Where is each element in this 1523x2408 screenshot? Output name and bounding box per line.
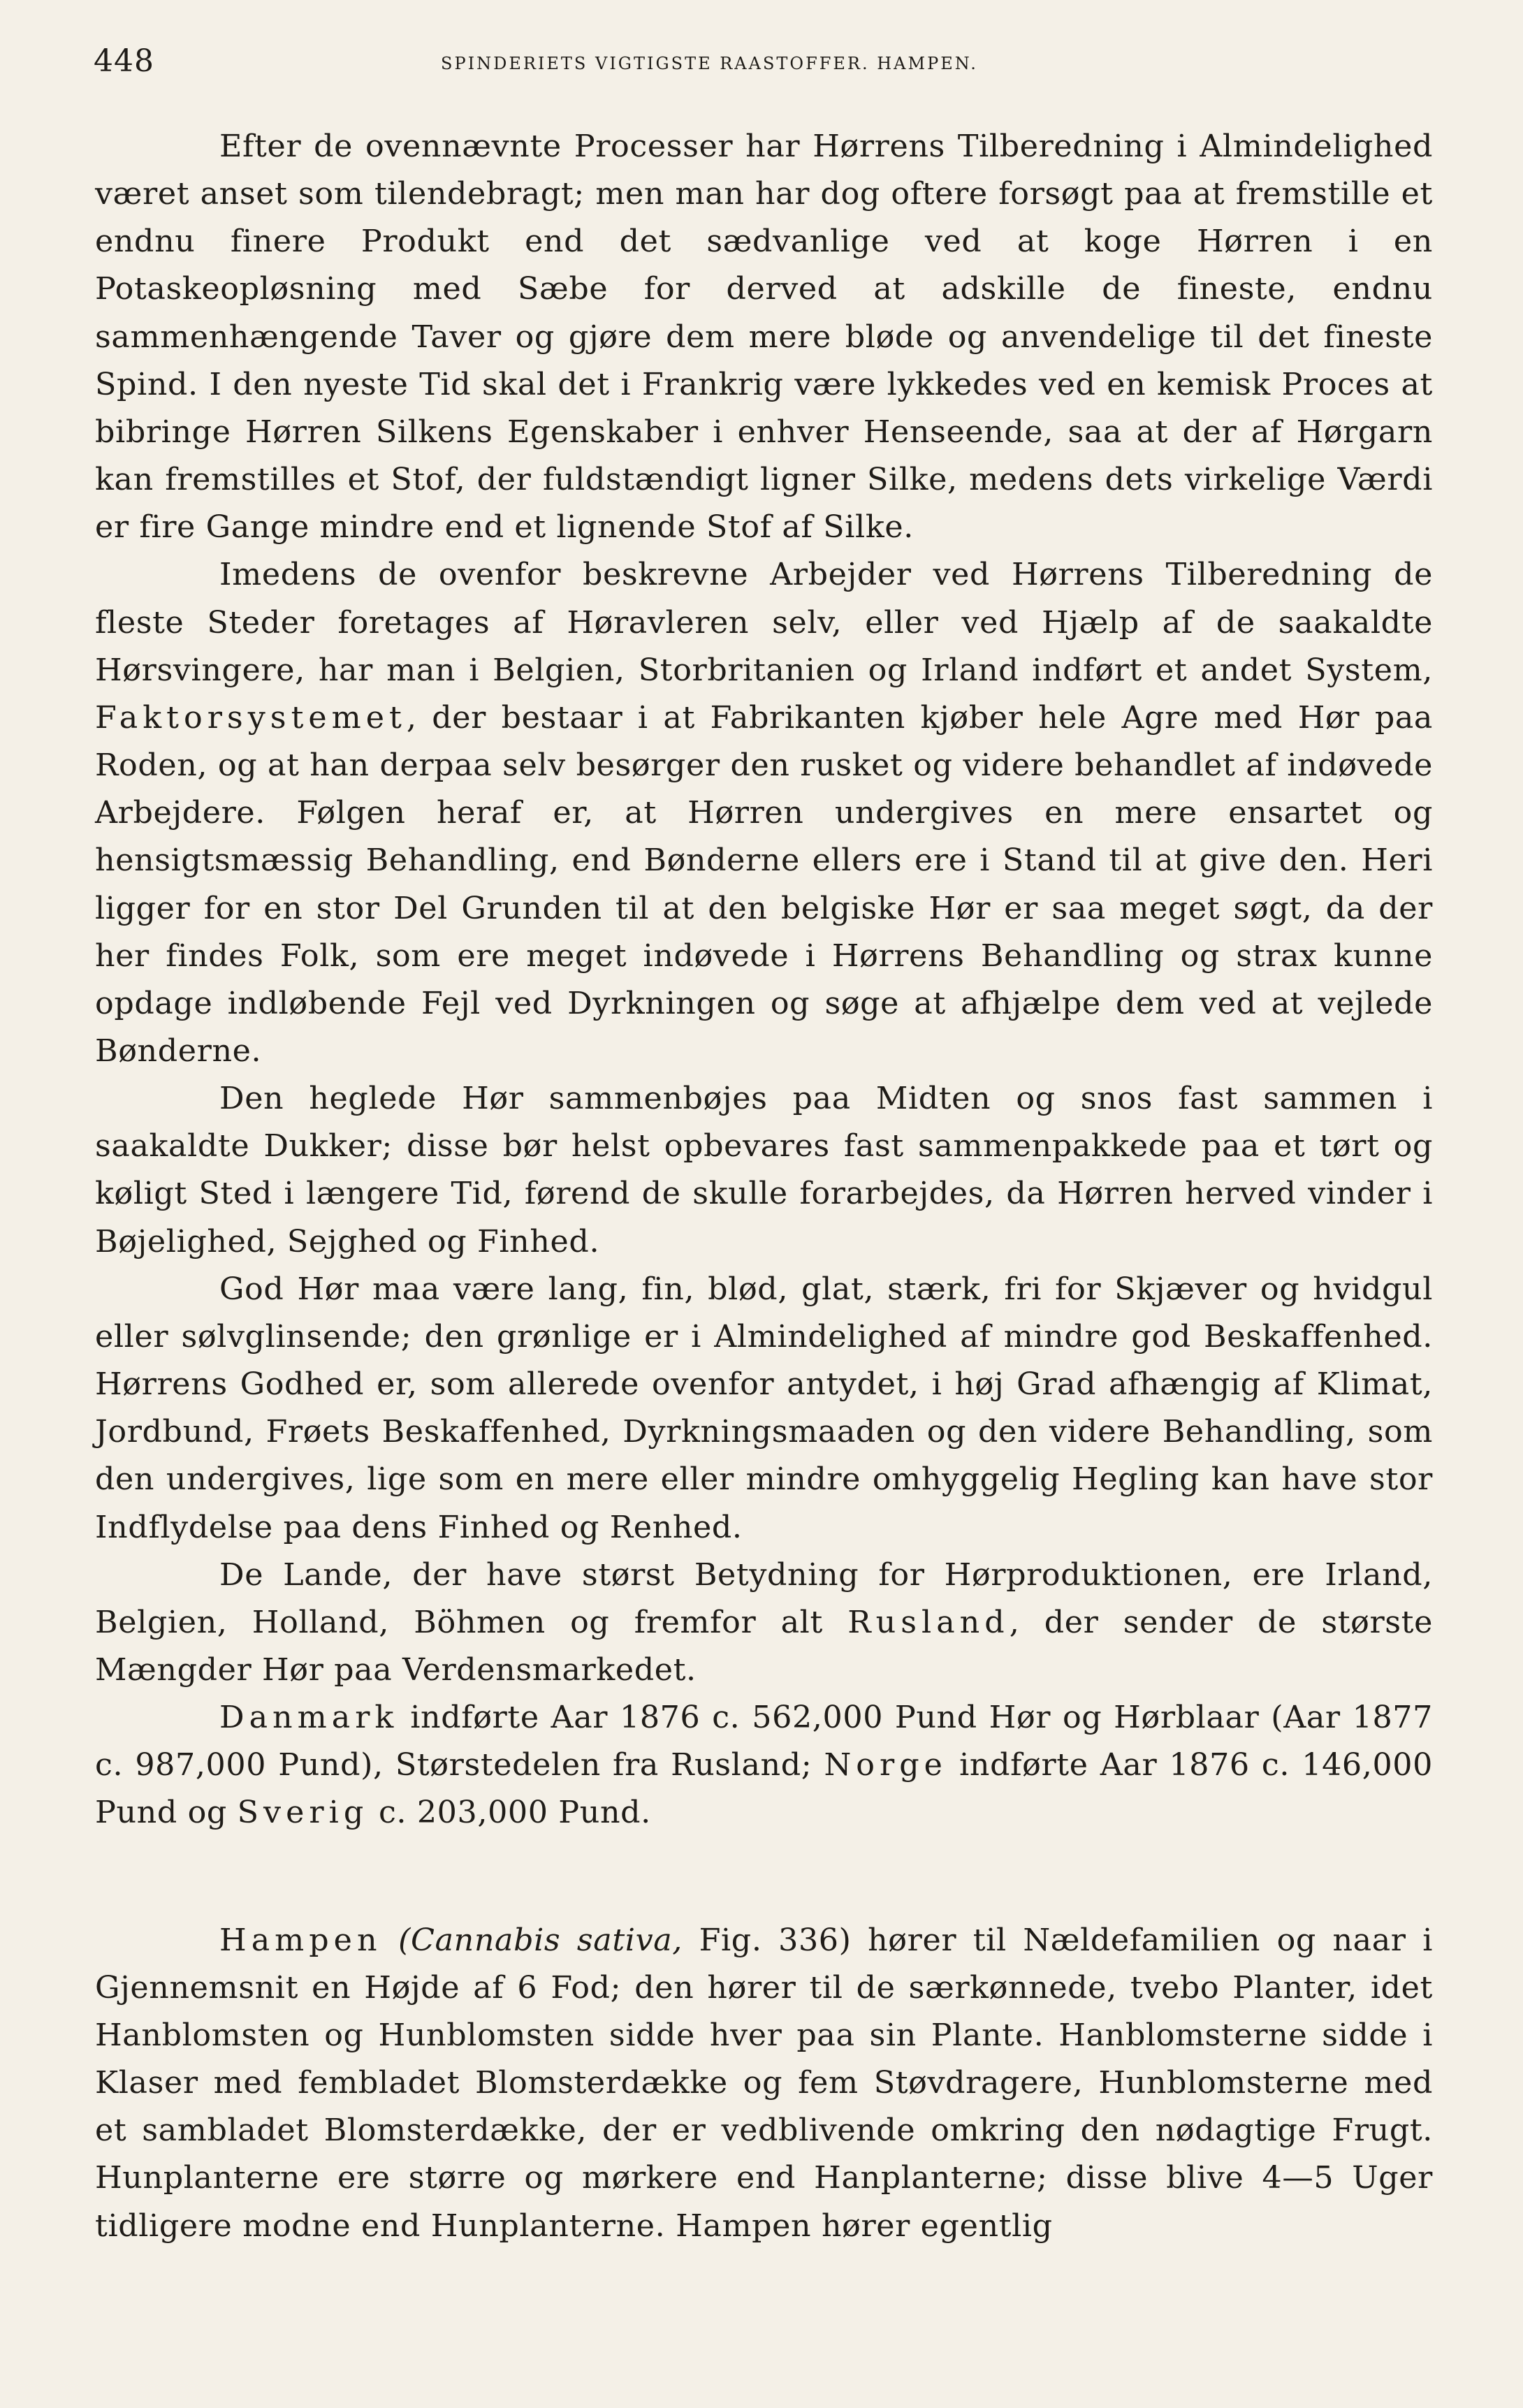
page-number: 448 bbox=[94, 43, 154, 79]
section-gap bbox=[95, 1837, 1433, 1917]
paragraph-quality: God Hør maa være lang, fin, blød, glat, stærk, fri for Skjæver og hvidgul eller sølvglinsende; den grønlige er i Almindelighed af mindre god Beskaffenhed. Hørrens Godhed er, som allerede ovenfor antydet, i høj Grad afhængig af Klimat, Jordbund, Frøets Beskaffenhed, Dyrkningsmaaden og den videre Behandling, som den undergives, lige som en mere eller mindre omhyggelig Hegling kan have stor Indflydelse paa dens Finhed og Renhed. bbox=[95, 1271, 1433, 1545]
paragraph-hemp bbox=[95, 1917, 1433, 2250]
countries-text-2: , der sender de største Mængder Hør paa Verdensmarkedet. bbox=[95, 1604, 1433, 1688]
factor-system-text-2: , der bestaar i at Fabrikanten kjøber hele Agre med Hør paa Roden, og at han derpaa selv besørger den rusket og videre behandlet af indøvede Arbejdere. Følgen heraf er, at Hørren undergives en mere ensartet og hensigtsmæssig Behandling, end Bønderne ellers ere i Stand til at give den. Heri ligger for en stor Del Grunden til at den belgiske Hør er saa meget søgt, da der her findes Folk, som ere meget indøvede i Hørrens Behandling og strax kunne opdage indløbende Fejl ved Dyrkningen og søge at afhjælpe dem ved at vejlede Bønderne. bbox=[95, 699, 1433, 1069]
paragraph-imports bbox=[95, 1694, 1433, 1837]
running-head: SPINDERIETS VIGTIGSTE RAASTOFFER. HAMPEN. bbox=[441, 54, 978, 73]
body-text bbox=[95, 123, 1433, 2250]
paragraph-factor-system bbox=[95, 551, 1433, 1075]
page-header bbox=[88, 43, 1433, 85]
imports-text-3: c. 203,000 Pund. bbox=[378, 1795, 651, 1831]
paragraph-countries bbox=[95, 1552, 1433, 1694]
country-sweden: Sverig bbox=[237, 1795, 369, 1831]
factor-system-term: Faktorsystemet bbox=[95, 699, 407, 736]
countries-text-1: De Lande, der have størst Betydning for Hørproduktionen, ere Irland, Belgien, Holland, Böhmen og fremfor alt bbox=[95, 1556, 1433, 1640]
imports-text-1: indførte Aar 1876 c. 562,000 Pund Hør og Hørblaar (Aar 1877 c. 987,000 Pund), Størstedelen fra Rusland; bbox=[95, 1700, 1433, 1783]
hemp-latin-name: (Cannabis sativa, bbox=[398, 1922, 683, 1958]
country-denmark: Danmark bbox=[219, 1700, 399, 1736]
paragraph-silk-process: Efter de ovennævnte Processer har Hørrens Tilberedning i Almindelighed været anset som tilendebragt; men man har dog oftere forsøgt paa at fremstille et endnu finere Produkt end det sædvanlige ved at koge Hørren i en Potaskeopløsning med Sæbe for derved at adskille de fineste, endnu sammenhængende Taver og gjøre dem mere bløde og anvendelige til det fineste Spind. I den nyeste Tid skal det i Frankrig være lykkedes ved en kemisk Proces at bibringe Hørren Silkens Egenskaber i enhver Henseende, saa at der af Hørgarn kan fremstilles et Stof, der fuldstændigt ligner Silke, medens dets virkelige Værdi er fire Gange mindre end et lignende Stof af Silke. bbox=[95, 129, 1433, 546]
factor-system-text-1: Imedens de ovenfor beskrevne Arbejder ved Hørrens Tilberedning de fleste Steder foretages af Høravleren selv, eller ved Hjælp af de saakaldte Hørsvingere, har man i Belgien, Storbritanien og Irland indført et andet System, bbox=[95, 557, 1433, 688]
imports-text-2: indførte Aar 1876 c. 146,000 Pund og bbox=[95, 1747, 1433, 1831]
hemp-text: Fig. 336) hører til Nældefamilien og naar i Gjennemsnit en Højde af 6 Fod; den hører til de særkønnede, tvebo Planter, idet Hanblomsten og Hunblomsten sidde hver paa sin Plante. Hanblomsterne sidde i Klaser med fembladet Blomsterdække og fem Støvdragere, Hunblomsterne med et sambladet Blomsterdække, der er vedblivende omkring den nødagtige Frugt. Hunplanterne ere større og mørkere end Hanplanterne; disse blive 4—5 Uger tidligere modne end Hunplanterne. Hampen hører egentlig bbox=[95, 1922, 1433, 2244]
country-russia: Rusland bbox=[847, 1604, 1010, 1640]
hemp-term: Hampen bbox=[219, 1922, 382, 1958]
paragraph-storage: Den heglede Hør sammenbøjes paa Midten og snos fast sammen i saakaldte Dukker; disse bør helst opbevares fast sammenpakkede paa et tørt og køligt Sted i længere Tid, førend de skulle forarbejdes, da Hørren herved vinder i Bøjelighed, Sejghed og Finhed. bbox=[95, 1081, 1433, 1260]
country-norway: Norge bbox=[824, 1747, 947, 1783]
